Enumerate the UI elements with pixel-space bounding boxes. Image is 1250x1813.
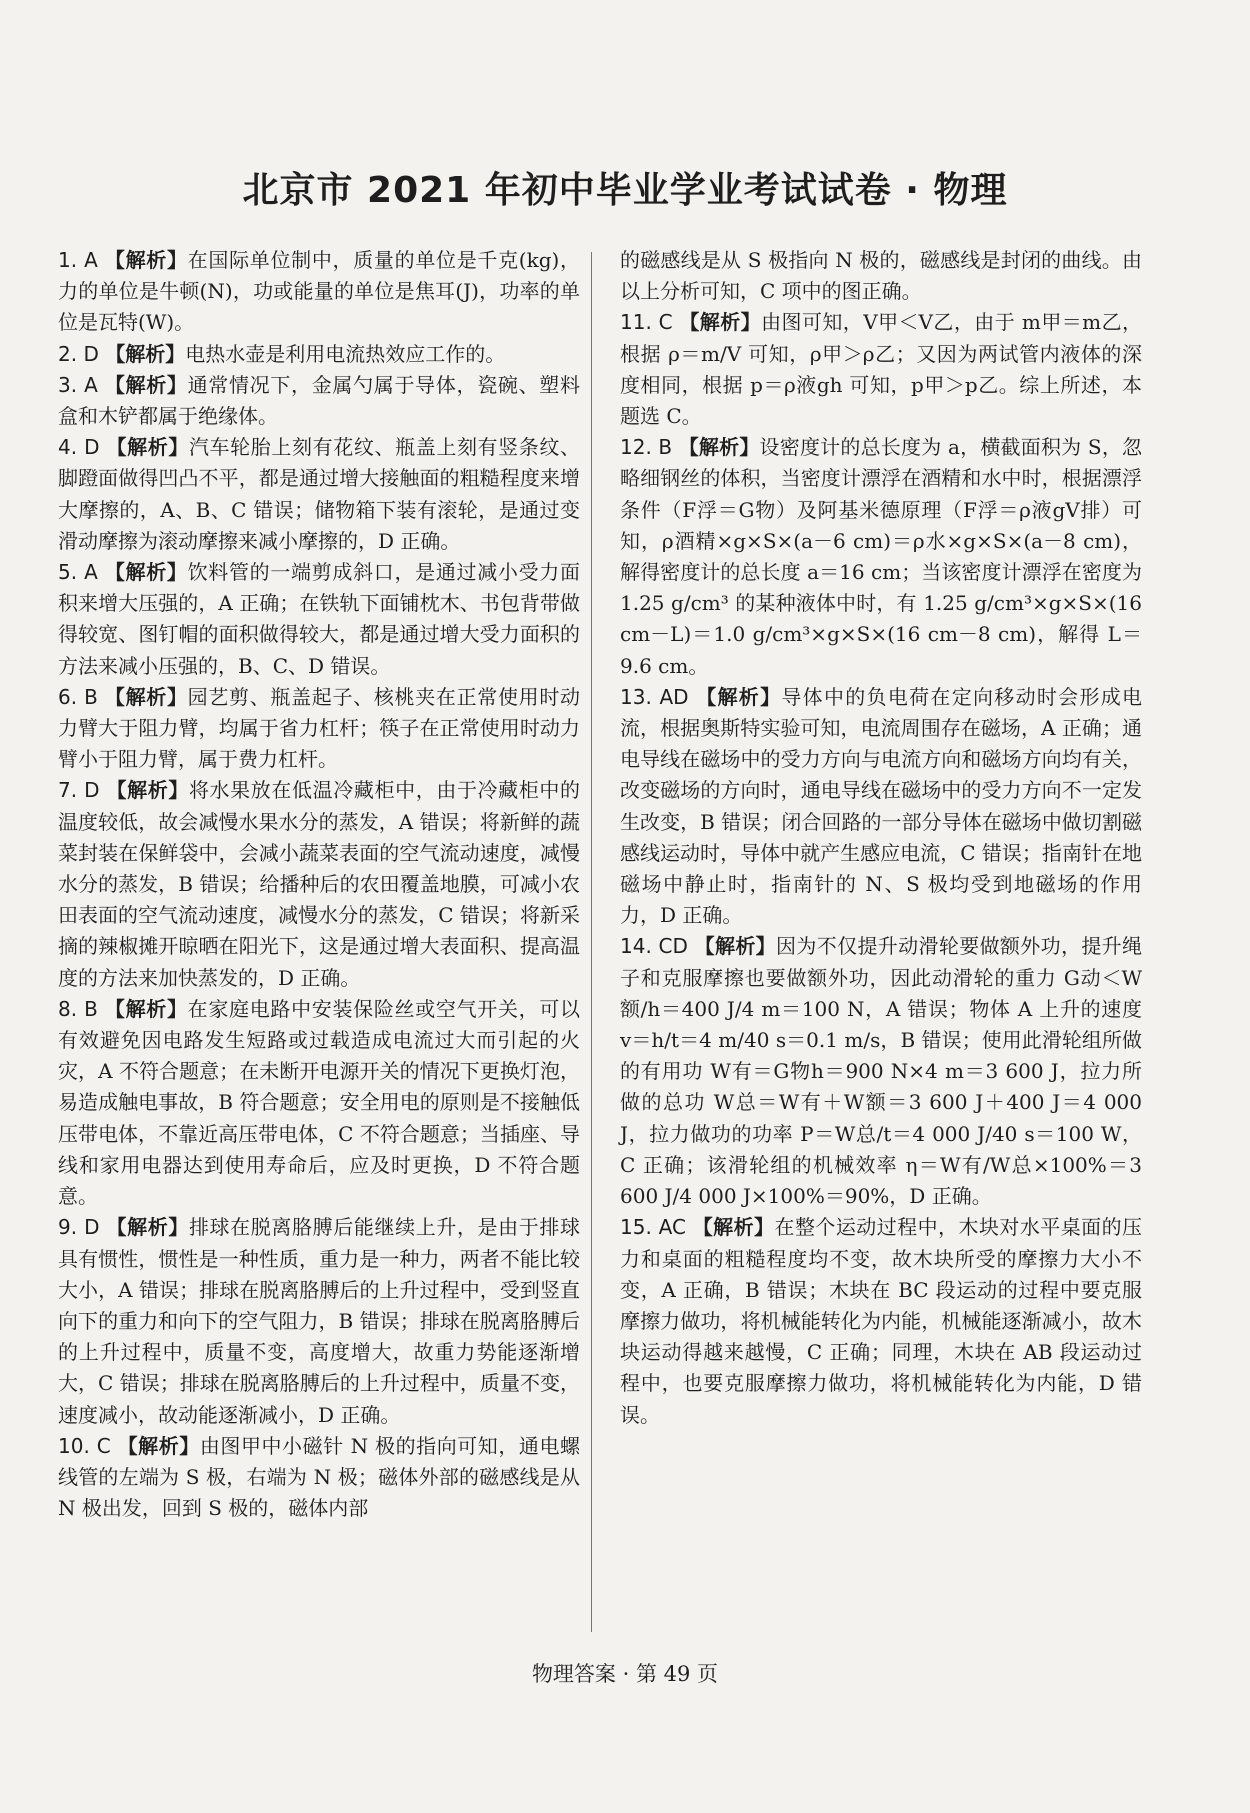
item-text: 将水果放在低温冷藏柜中，由于冷藏柜中的温度较低，故会减慢水果水分的蒸发，A 错误；将新鲜的蔬菜封装在保鲜袋中，会减小蔬菜表面的空气流动速度，减慢水分的蒸发，B 错误；给播种后的农田覆盖地膜，可减小农田表面的空气流动速度，减慢水分的蒸发，C 错误；将新采摘的辣椒摊开晾晒在阳光下，这是通过增大表面积、提高温度的方法来加快蒸发的，D 正确。 <box>58 778 581 990</box>
item-text: 排球在脱离胳膊后能继续上升，是由于排球具有惯性，惯性是一种性质，重力是一种力，两者不能比较大小，A 错误；排球在脱离胳膊后的上升过程中，受到竖直向下的重力和向下的空气阻力，B 错误；排球在脱离胳膊后的上升过程中，质量不变，高度增大，故重力势能逐渐增大，C 错误；排球在脱离胳膊后的上升过程中，质量不变，速度减小，故动能逐渐减小，D 正确。 <box>58 1215 581 1427</box>
answer-item-10-continued: 的磁感线是从 S 极指向 N 极的，磁感线是封闭的曲线。由以上分析可知，C 项中的图正确。 <box>620 248 1142 304</box>
answer-item-12 <box>620 432 1142 682</box>
item-number: 1. <box>58 248 78 272</box>
page-title: 北京市 2021 年初中毕业学业考试试卷 · 物理 <box>242 170 1008 211</box>
item-number: 9. <box>58 1215 78 1240</box>
item-number: 4. <box>58 435 78 460</box>
analysis-tag: 【解析】 <box>117 1433 200 1458</box>
item-answer: B <box>84 684 98 709</box>
item-number: 10. <box>58 1433 90 1458</box>
analysis-tag: 【解析】 <box>105 341 186 366</box>
item-number: 3. <box>58 372 78 397</box>
item-answer: A <box>84 560 98 585</box>
answer-item-14 <box>620 931 1142 1212</box>
item-text: 园艺剪、瓶盖起子、核桃夹在正常使用时动力臂大于阻力臂，均属于省力杠杆；筷子在正常使用时动力臂小于阻力臂，属于费力杠杆。 <box>58 684 581 772</box>
item-answer: C <box>96 1433 111 1458</box>
analysis-tag: 【解析】 <box>106 778 189 803</box>
left-column <box>58 245 580 1524</box>
item-answer: CD <box>658 934 688 959</box>
answer-item-3 <box>58 370 580 432</box>
analysis-tag: 【解析】 <box>104 248 188 272</box>
analysis-tag: 【解析】 <box>692 1215 775 1240</box>
item-answer: D <box>84 435 100 460</box>
item-number: 2. <box>58 341 78 366</box>
item-text: 汽车轮胎上刻有花纹、瓶盖上刻有竖条纹、脚蹬面做得凹凸不平，都是通过增大接触面的粗糙程度来增大摩擦的，A、B、C 错误；储物箱下装有滚轮，是通过变滑动摩擦为滚动摩擦来减小摩擦的，D 正确。 <box>58 435 581 553</box>
analysis-tag: 【解析】 <box>106 435 189 460</box>
item-text: 在国际单位制中，质量的单位是千克(kg)，力的单位是牛顿(N)，功或能量的单位是焦耳(J)，功率的单位是瓦特(W)。 <box>58 248 581 335</box>
answer-item-6 <box>58 682 580 776</box>
item-text: 由图可知，V甲＜V乙，由于 m甲＝m乙，根据 ρ＝m/V 可知，ρ甲＞ρ乙；又因为两试管内液体的深度相同，根据 p＝ρ液gh 可知，p甲＞p乙。综上所述，本题选 C。 <box>620 310 1143 429</box>
answer-item-2 <box>58 339 580 370</box>
item-number: 5. <box>58 560 78 585</box>
item-number: 11. <box>620 310 652 335</box>
analysis-tag: 【解析】 <box>104 684 188 709</box>
right-column <box>620 245 1142 1431</box>
answer-item-5 <box>58 557 580 682</box>
item-answer: D <box>84 778 100 803</box>
item-text: 在家庭电路中安装保险丝或空气开关，可以有效避免因电路发生短路或过载造成电流过大而引起的火灾，A 不符合题意；在未断开电源开关的情况下更换灯泡，易造成触电事故，B 符合题意；安全用电的原则是不接触低压带电体，不靠近高压带电体，C 不符合题意；当插座、导线和家用电器达到使用寿命后，应及时更换，D 不符合题意。 <box>58 996 581 1209</box>
item-answer: D <box>84 1215 100 1240</box>
answer-item-7 <box>58 775 580 993</box>
analysis-tag: 【解析】 <box>106 1215 189 1240</box>
item-number: 8. <box>58 996 78 1021</box>
item-text: 在整个运动过程中，木块对水平桌面的压力和桌面的粗糙程度均不变，故木块所受的摩擦力大小不变，A 正确，B 错误；木块在 BC 段运动的过程中要克服摩擦力做功，将机械能转化为内能，机械能逐渐减小，故木块运动得越来越慢，C 正确；同理，木块在 AB 段运动过程中，也要克服摩擦力做功，将机械能转化为内能，D 错误。 <box>620 1215 1143 1427</box>
answer-item-9 <box>58 1212 580 1430</box>
answer-item-4 <box>58 432 580 557</box>
item-answer: C <box>658 310 673 335</box>
analysis-tag: 【解析】 <box>679 310 762 335</box>
answer-item-15 <box>620 1212 1142 1430</box>
analysis-tag: 【解析】 <box>104 560 188 585</box>
analysis-tag: 【解析】 <box>104 372 188 397</box>
item-text: 电热水壶是利用电流热效应工作的。 <box>185 341 506 366</box>
item-text: 饮料管的一端剪成斜口，是通过减小受力面积来增大压强的，A 正确；在铁轨下面铺枕木、书包背带做得较宽、图钉帽的面积做得较大，都是通过增大受力面积的方法来减小压强的，B、C、D 错误。 <box>58 560 580 678</box>
item-text: 通常情况下，金属勺属于导体，瓷碗、塑料盒和木铲都属于绝缘体。 <box>58 372 580 429</box>
item-number: 7. <box>58 778 78 803</box>
item-answer: B <box>84 996 98 1021</box>
analysis-tag: 【解析】 <box>694 934 777 959</box>
item-number: 14. <box>620 934 652 959</box>
item-text: 由图甲中小磁针 N 极的指向可知，通电螺线管的左端为 S 极，右端为 N 极；磁体外部的磁感线是从 N 极出发，回到 S 极的，磁体内部 <box>58 1433 581 1521</box>
item-number: 13. <box>620 684 652 709</box>
item-answer: AD <box>659 684 689 709</box>
item-text: 导体中的负电荷在定向移动时会形成电流，根据奥斯特实验可知，电流周围存在磁场，A 正确；通电导线在磁场中的受力方向与电流方向和磁场方向均有关，改变磁场的方向时，通电导线在磁场中的受力方向不一定发生改变，B 错误；闭合回路的一部分导体在磁场中做切割磁感线运动时，导体中就产生感应电流，C 错误；指南针在地磁场中静止时，指南针的 N、S 极均受到地磁场的作用力，D 正确。 <box>620 684 1143 928</box>
answer-item-11 <box>620 307 1142 432</box>
item-number: 6. <box>58 684 78 709</box>
item-answer: D <box>83 341 99 366</box>
item-answer: AC <box>658 1215 686 1240</box>
column-divider <box>591 252 592 1632</box>
item-number: 15. <box>620 1215 652 1240</box>
answer-item-10 <box>58 1431 580 1525</box>
item-answer: A <box>84 372 98 397</box>
analysis-tag: 【解析】 <box>696 684 782 709</box>
analysis-tag: 【解析】 <box>104 996 188 1021</box>
analysis-tag: 【解析】 <box>678 435 760 460</box>
item-answer: A <box>84 248 98 272</box>
item-answer: B <box>658 435 673 460</box>
answer-item-1 <box>58 245 580 339</box>
answer-item-13 <box>620 682 1142 932</box>
page-footer: 物理答案 · 第 49 页 <box>531 1662 719 1686</box>
answer-item-8 <box>58 994 580 1212</box>
item-text: 因为不仅提升动滑轮要做额外功，提升绳子和克服摩擦也要做额外功，因此动滑轮的重力 G动＜W额/h＝400 J/4 m＝100 N，A 错误；物体 A 上升的速度 v＝h/t＝4 m/40 s＝0.1 m/s，B 错误；使用此滑轮组所做的有用功 W有＝G物h＝900 N×4 m＝3 600 J，拉力所做的总功 W总＝W有＋W额＝3 600 J＋400 J＝4 000 J，拉力做功的功率 P＝W总/t＝4 000 J/40 s＝100 W，C 正确；该滑轮组的机械效率 η＝W有/W总×100%＝3 600 J/4 000 J×100%＝90%，D 正确。 <box>620 934 1143 1209</box>
item-number: 12. <box>620 435 652 460</box>
item-text: 设密度计的总长度为 a，横截面积为 S，忽略细钢丝的体积，当密度计漂浮在酒精和水中时，根据漂浮条件（F浮＝G物）及阿基米德原理（F浮＝ρ液gV排）可知，ρ酒精×g×S×(a－6 cm)＝ρ水×g×S×(a－8 cm)，解得密度计的总长度 a＝16 cm；当该密度计漂浮在密度为 1.25 g/cm³ 的某种液体中时，有 1.25 g/cm³×g×S×(16 cm－L)＝1.0 g/cm³×g×S×(16 cm－8 cm)，解得 L＝9.6 cm。 <box>620 435 1143 678</box>
